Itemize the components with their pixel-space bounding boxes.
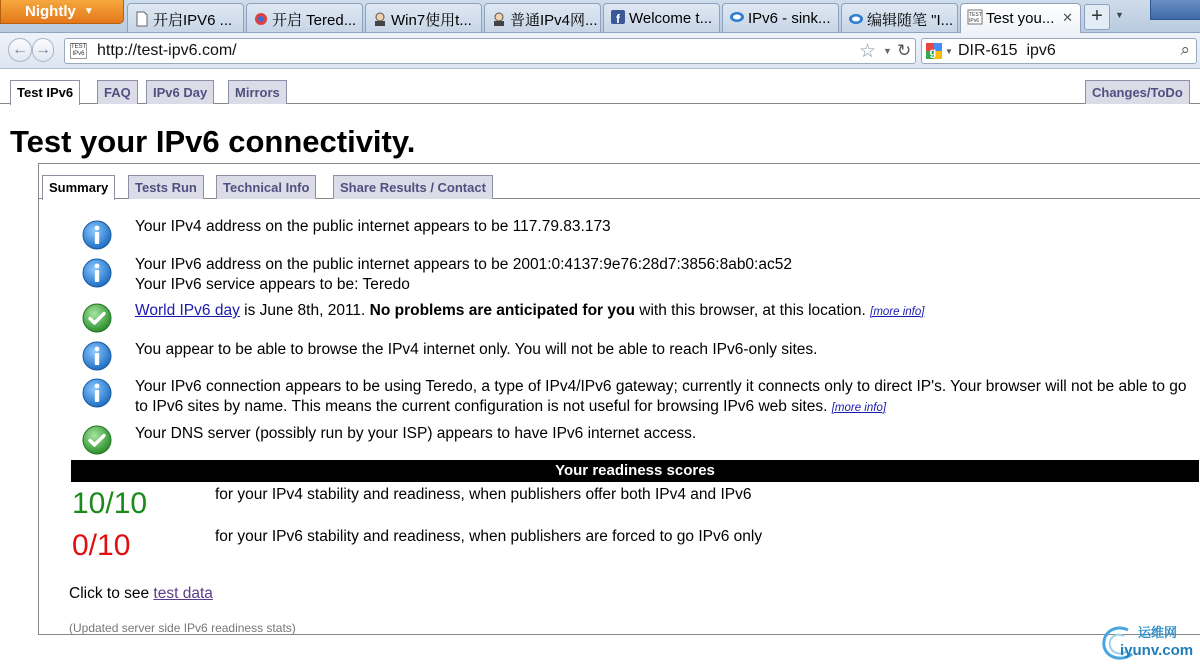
info-icon <box>81 219 113 251</box>
watermark-en: iyunv.com <box>1120 642 1194 659</box>
search-input[interactable]: DIR-615 ipv6 <box>958 42 1056 59</box>
navigation-toolbar <box>0 33 1200 69</box>
ipv6-service-line: Your IPv6 service appears to be: Teredo <box>135 276 410 293</box>
browser-tab-label: Test you... <box>986 10 1055 27</box>
ipv4-only-text: You appear to be able to browse the IPv4 internet only. You will not be able to reach IPv6-only sites. <box>135 341 818 358</box>
new-tab-button[interactable]: + <box>1084 4 1110 30</box>
test-ipv6-icon <box>967 9 983 25</box>
svg-text:IPv6: IPv6 <box>969 18 980 24</box>
svg-text:f: f <box>616 12 620 25</box>
site-nav-tabs <box>0 80 1200 104</box>
browser-tab[interactable] <box>841 3 958 32</box>
test-data-prefix: Click to see <box>69 585 154 602</box>
ipv6-address-text <box>135 255 1195 295</box>
browser-tab[interactable] <box>365 3 482 32</box>
test-data-link[interactable]: test data <box>153 585 213 602</box>
info-icon <box>81 377 113 409</box>
browser-tab-label: 普通IPv4网... <box>510 12 598 29</box>
url-text[interactable]: http://test-ipv6.com/ <box>97 42 237 59</box>
results-panel <box>38 163 1200 635</box>
browser-tab[interactable] <box>246 3 363 32</box>
search-engine-chevron-icon[interactable]: ▼ <box>945 47 953 56</box>
tab-ipv6-day[interactable]: IPv6 Day <box>146 80 214 104</box>
svg-text:TEST: TEST <box>969 12 982 18</box>
forward-arrow-icon: → <box>35 41 51 58</box>
world-ipv6-day-link[interactable]: World IPv6 day <box>135 302 240 319</box>
results-tabs <box>39 175 1200 199</box>
tab-list-chevron-icon[interactable]: ▼ <box>1115 10 1124 20</box>
google-icon[interactable] <box>926 43 942 59</box>
watermark-cn: 运维网 <box>1138 625 1178 640</box>
browser-tab[interactable] <box>603 3 720 32</box>
reload-icon[interactable]: ↻ <box>897 41 912 60</box>
browser-tab-label: 开启 Tered... <box>272 12 357 29</box>
url-history-chevron-icon[interactable]: ▼ <box>883 46 892 56</box>
tab-changes-todo[interactable]: Changes/ToDo <box>1085 80 1190 104</box>
app-menu-label: Nightly <box>25 3 76 20</box>
bookmark-star-icon[interactable]: ☆ <box>859 41 877 62</box>
check-icon <box>81 302 113 334</box>
ipv4-address-text: Your IPv4 address on the public internet appears to be 117.79.83.173 <box>135 218 611 235</box>
ipv6-day-text <box>135 301 1195 322</box>
browser-tab-label: 编辑随笔 "I... <box>867 12 954 29</box>
page-title: Test your IPv6 connectivity. <box>10 124 416 159</box>
more-info-link[interactable]: [more info] <box>831 402 887 414</box>
tab-mirrors[interactable]: Mirrors <box>228 80 287 104</box>
browser-tab-label: Win7使用t... <box>391 12 472 29</box>
search-bar[interactable] <box>921 38 1197 64</box>
no-problems-text: No problems are anticipated for you <box>369 302 635 319</box>
forward-button[interactable] <box>32 38 54 62</box>
tab-summary[interactable]: Summary <box>42 175 115 200</box>
ipv6-score-description: for your IPv6 stability and readiness, when publishers are forced to go IPv6 only <box>215 528 763 545</box>
browser-tab-label: IPv6 - sink... <box>748 10 831 27</box>
avatar-icon <box>372 11 388 27</box>
facebook-icon <box>610 9 626 25</box>
ipv6-day-date: is June 8th, 2011. <box>239 302 370 319</box>
ipv6-day-suffix: with this browser, at this location. <box>634 302 871 319</box>
window-controls[interactable] <box>1150 0 1200 20</box>
tab-share-results[interactable]: Share Results / Contact <box>333 175 493 199</box>
ipv4-score: 10/10 <box>72 487 148 520</box>
tab-technical-info[interactable]: Technical Info <box>216 175 316 199</box>
dns-text: Your DNS server (possibly run by your ISP) appears to have IPv6 internet access. <box>135 425 697 442</box>
app-menu-button[interactable] <box>0 0 124 24</box>
browser-tab[interactable] <box>722 3 839 32</box>
svg-text:g: g <box>929 46 937 59</box>
readiness-scores-heading: Your readiness scores <box>71 460 1199 482</box>
page-icon <box>134 11 150 27</box>
chevron-down-icon: ▼ <box>83 6 94 17</box>
ipv6-score: 0/10 <box>72 529 131 562</box>
blog-icon <box>729 9 745 25</box>
ipv4-score-description: for your IPv4 stability and readiness, when publishers offer both IPv4 and IPv6 <box>215 486 752 503</box>
search-icon[interactable]: ⌕ <box>1180 40 1190 59</box>
back-arrow-icon: ← <box>12 41 28 58</box>
site-favicon-icon: TEST IPv6 <box>71 44 87 57</box>
tab-faq[interactable]: FAQ <box>97 80 138 104</box>
browser-tab-label: Welcome t... <box>629 10 713 27</box>
browser-tab[interactable] <box>484 3 601 32</box>
more-info-link[interactable]: [more info] <box>870 306 925 318</box>
check-icon <box>81 424 113 456</box>
updated-stats-note: (Updated server side IPv6 readiness stats) <box>69 621 296 635</box>
teredo-text <box>135 377 1195 418</box>
browser-tab-label: 开启IPV6 ... <box>153 12 233 29</box>
teredo-description: Your IPv6 connection appears to be using Teredo, a type of IPv4/IPv6 gateway; currently it connects only to direct IP's. Your browser will not be able to go to IPv6 sites by name. This means the current configuration is not useful for browsing IPv6 web sites. <box>135 378 1187 415</box>
close-tab-icon[interactable]: ✕ <box>1062 10 1073 25</box>
tab-tests-run[interactable]: Tests Run <box>128 175 204 199</box>
url-bar[interactable] <box>64 38 916 64</box>
iyunv-watermark <box>1096 620 1200 667</box>
tab-test-ipv6[interactable]: Test IPv6 <box>10 80 80 105</box>
info-icon <box>81 340 113 372</box>
info-icon <box>81 257 113 289</box>
site-icon <box>253 11 269 27</box>
avatar-icon <box>491 11 507 27</box>
browser-titlebar <box>0 0 1200 33</box>
ipv6-address-line: Your IPv6 address on the public internet appears to be 2001:0:4137:9e76:28d7:3856:8ab0:ac52 <box>135 256 792 273</box>
blog-icon <box>848 11 864 27</box>
browser-tab-active[interactable] <box>960 3 1081 33</box>
back-button[interactable] <box>8 38 32 62</box>
browser-tab[interactable] <box>127 3 244 32</box>
test-data-line <box>69 585 213 603</box>
